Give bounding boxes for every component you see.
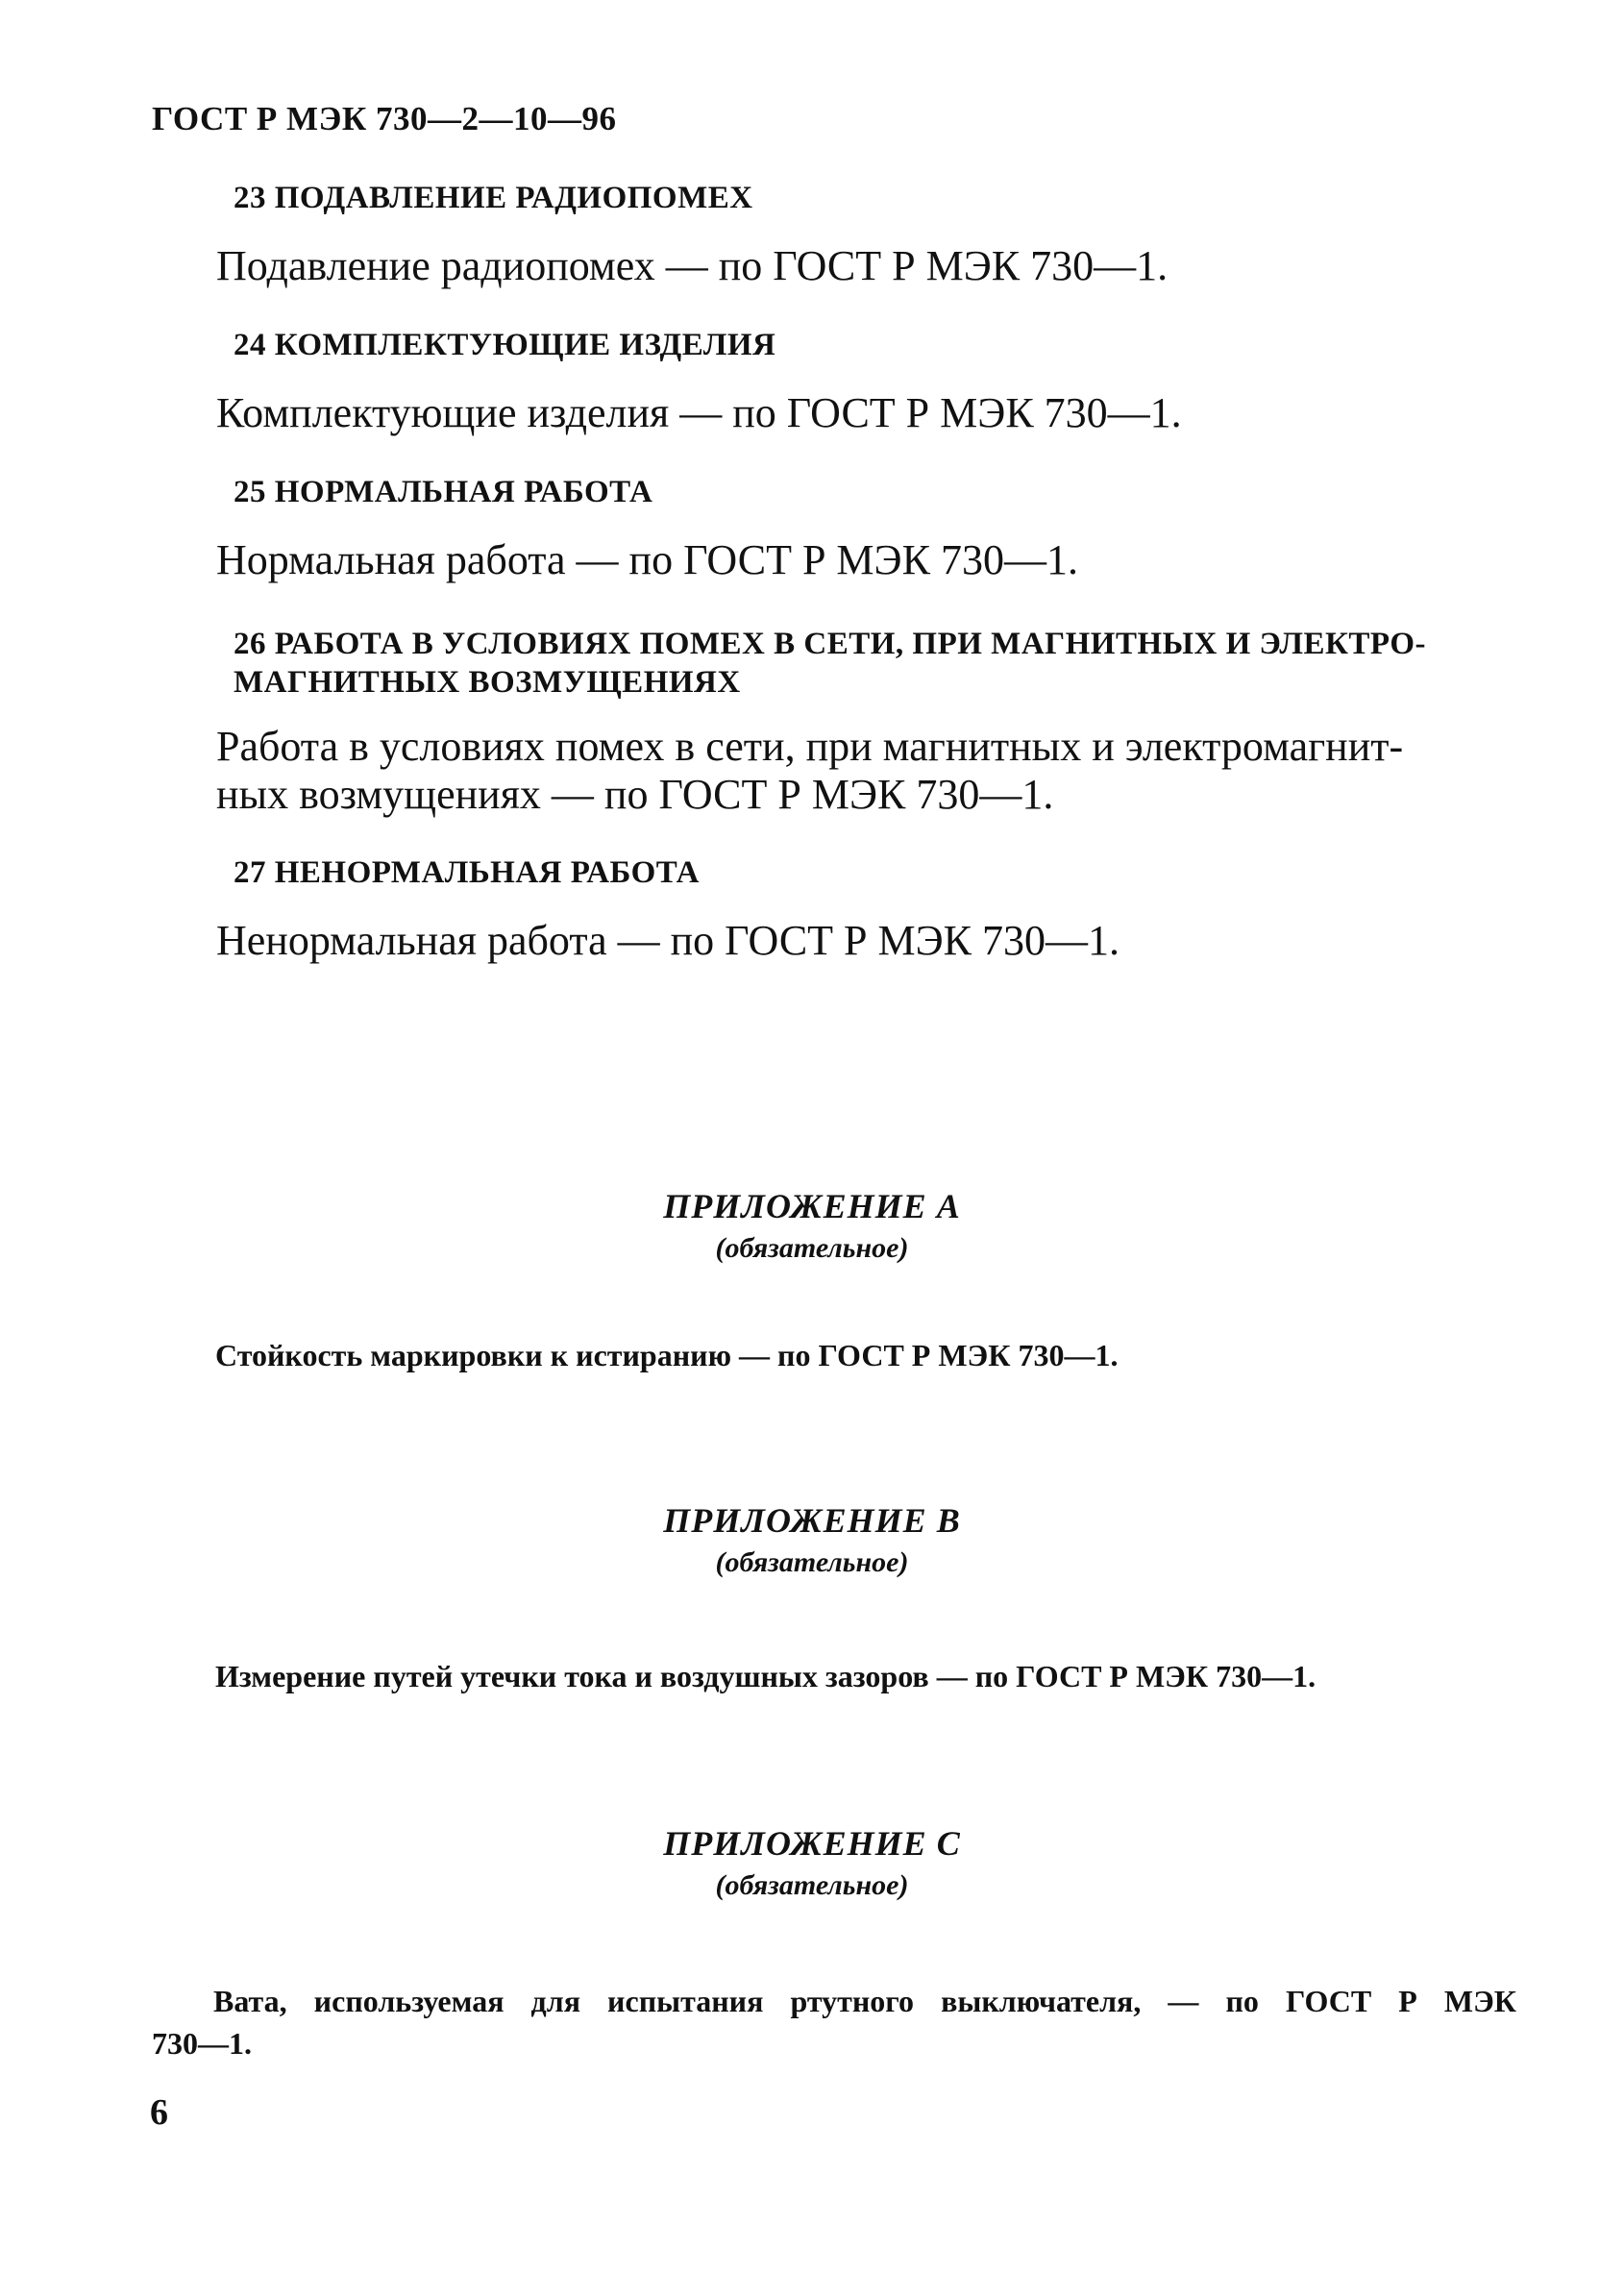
appendix-c-text xyxy=(152,1980,1516,2064)
section-26-heading xyxy=(234,625,1512,702)
document-header: ГОСТ Р МЭК 730—2—10—96 xyxy=(152,100,617,137)
section-26-heading-line2: МАГНИТНЫХ ВОЗМУЩЕНИЯХ xyxy=(234,665,741,700)
section-26-heading-line1: 26 РАБОТА В УСЛОВИЯХ ПОМЕХ В СЕТИ, ПРИ МАГНИТНЫХ И ЭЛЕКТРО- xyxy=(234,627,1427,661)
appendix-c-text-line1: Вата, используемая для испытания ртутного выключателя, — по ГОСТ Р МЭК xyxy=(213,1984,1516,2018)
appendix-b-text: Измерение путей утечки тока и воздушных зазоров — по ГОСТ Р МЭК 730—1. xyxy=(215,1659,1316,1693)
section-23-body: Подавление радиопомех — по ГОСТ Р МЭК 730—1. xyxy=(216,242,1169,289)
page-number: 6 xyxy=(150,2092,168,2133)
appendix-a-text: Стойкость маркировки к истиранию — по ГОСТ Р МЭК 730—1. xyxy=(215,1338,1119,1372)
section-25-body: Нормальная работа — по ГОСТ Р МЭК 730—1. xyxy=(216,536,1078,583)
section-27-heading: 27 НЕНОРМАЛЬНАЯ РАБОТА xyxy=(234,855,700,890)
section-26-body-line2: ных возмущениях — по ГОСТ Р МЭК 730—1. xyxy=(216,771,1054,818)
section-23-heading: 23 ПОДАВЛЕНИЕ РАДИОПОМЕХ xyxy=(234,181,753,215)
appendix-c-subtitle: (обязательное) xyxy=(715,1869,909,1901)
appendix-c-title: ПРИЛОЖЕНИЕ С xyxy=(663,1824,961,1863)
section-25-heading: 25 НОРМАЛЬНАЯ РАБОТА xyxy=(234,475,653,509)
appendix-c-text-line2: 730—1. xyxy=(152,2026,252,2061)
appendix-a-subtitle: (обязательное) xyxy=(715,1232,909,1264)
section-24-heading: 24 КОМПЛЕКТУЮЩИЕ ИЗДЕЛИЯ xyxy=(234,328,776,362)
section-27-body: Ненормальная работа — по ГОСТ Р МЭК 730—1. xyxy=(216,917,1120,964)
section-26-body-line1: Работа в условиях помех в сети, при магнитных и электромагнит- xyxy=(216,723,1404,770)
section-24-body: Комплектующие изделия — по ГОСТ Р МЭК 730—1. xyxy=(216,389,1182,436)
appendix-b-subtitle: (обязательное) xyxy=(715,1546,909,1578)
appendix-a-title: ПРИЛОЖЕНИЕ А xyxy=(663,1187,961,1225)
appendix-b-title: ПРИЛОЖЕНИЕ В xyxy=(663,1501,961,1540)
section-26-body xyxy=(216,723,1504,819)
